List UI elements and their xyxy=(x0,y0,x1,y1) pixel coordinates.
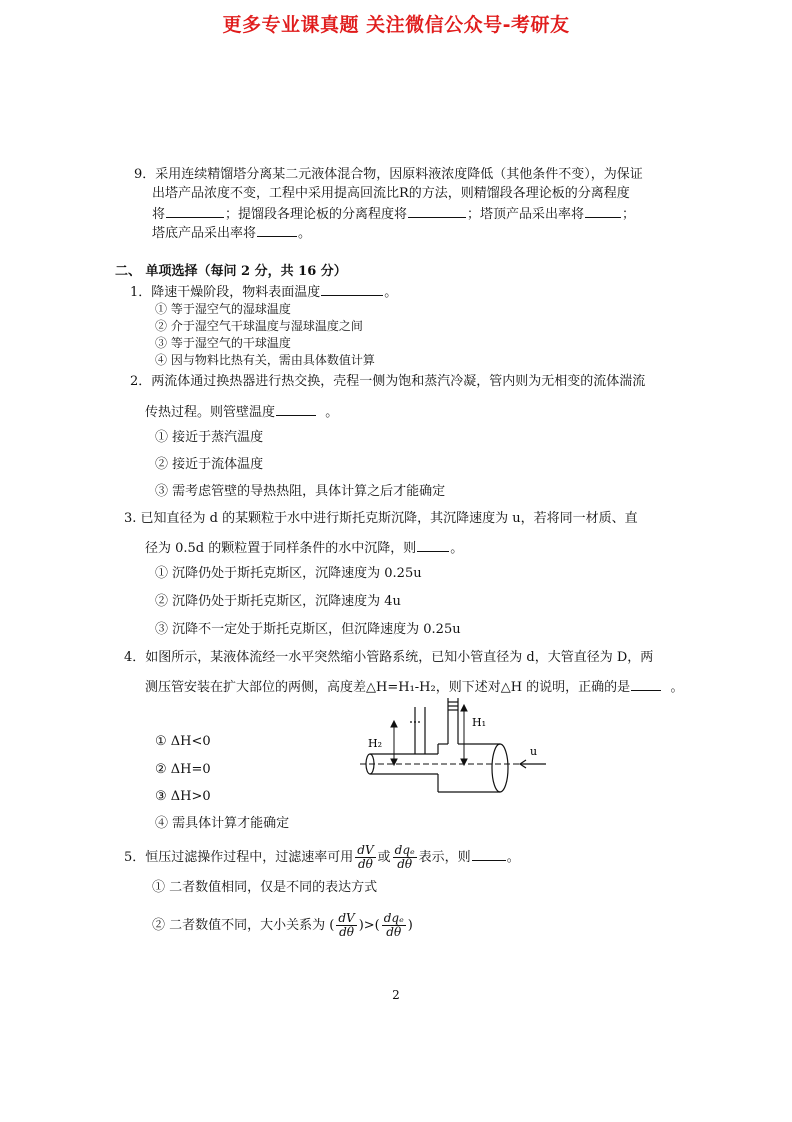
q5-opt2-frac-dv xyxy=(336,912,356,939)
q2-option-1: ① 接近于蒸汽温度 xyxy=(155,430,264,445)
q2-stem-line1: 2．两流体通过换热器进行热交换，壳程一侧为饱和蒸汽冷凝，管内则为无相变的流体湍流 xyxy=(130,374,646,389)
q9-line4-text-b: 。 xyxy=(298,226,312,241)
q1-stem-end: 。 xyxy=(384,285,398,300)
q1-option-1: ① 等于湿空气的湿球温度 xyxy=(155,302,291,316)
q3-stem-end: 。 xyxy=(450,541,464,556)
q5-stem-end: 。 xyxy=(506,850,520,865)
q1-stem-text: 1．降速干燥阶段，物料表面温度 xyxy=(130,285,321,300)
page-number: 2 xyxy=(392,988,400,1002)
q1-option-3: ③ 等于湿空气的干球温度 xyxy=(155,336,291,350)
q2-stem-line2 xyxy=(145,403,338,421)
q1-stem xyxy=(130,283,397,301)
q5-option-2-text: ② 二者数值不同，大小关系为 ( xyxy=(152,918,335,933)
q9-blank-4 xyxy=(257,224,297,237)
h1-dimension xyxy=(461,705,467,765)
q2-option-3: ③ 需考虑管壁的导热热阻，具体计算之后才能确定 xyxy=(155,484,446,499)
q3-option-3: ③ 沉降不一定处于斯托克斯区，但沉降速度为 0.25u xyxy=(155,622,461,637)
q3-stem-line1: 3. 已知直径为 d 的某颗粒于水中进行斯托克斯沉降，其沉降速度为 u，若将同一材质、直 xyxy=(124,511,638,526)
large-pipe xyxy=(438,744,508,792)
q5-stem-or: 或 xyxy=(377,850,391,865)
q9-line3-text-a: 将 xyxy=(152,207,166,222)
flow-u-label: u xyxy=(530,745,538,758)
q3-blank xyxy=(417,539,449,552)
q5-frac-dv xyxy=(355,844,375,871)
q5-option-2-end: ) xyxy=(407,918,413,933)
q4-stem-text: 测压管安装在扩大部位的两侧，高度差△H=H₁-H₂，则下述对△H 的说明，正确的是 xyxy=(145,680,631,695)
q9-line3-text-b: ；提馏段各理论板的分离程度将 xyxy=(225,207,408,222)
section2-title: 二、 单项选择（每问 2 分，共 16 分） xyxy=(115,264,347,279)
q9-line3 xyxy=(152,205,635,223)
q9-line4 xyxy=(152,224,311,242)
q3-option-1: ① 沉降仍处于斯托克斯区，沉降速度为 0.25u xyxy=(155,566,422,581)
q1-option-4: ④ 因与物料比热有关，需由具体数值计算 xyxy=(155,353,375,367)
q3-option-2: ② 沉降仍处于斯托克斯区，沉降速度为 4u xyxy=(155,594,401,609)
promo-banner: 更多专业课真题 关注微信公众号-考研友 xyxy=(222,14,570,36)
q4-pipe-figure xyxy=(360,692,560,804)
q4-option-1: ① ΔH<0 xyxy=(155,734,211,749)
q4-blank xyxy=(631,678,661,691)
q5-option-2-gt: )>( xyxy=(358,918,380,933)
q5-opt2-frac-dv-den: dθ xyxy=(339,925,354,939)
q5-stem-text: 5．恒压过滤操作过程中，过滤速率可用 xyxy=(124,850,354,865)
q5-option-2 xyxy=(152,911,413,941)
q2-stem-text: 传热过程。则管壁温度 xyxy=(145,405,276,420)
q5-frac-dq-num: dqₑ xyxy=(394,843,415,857)
q4-option-2: ② ΔH=0 xyxy=(155,762,211,777)
q9-blank-1 xyxy=(166,205,224,218)
q9-line2: 出塔产品浓度不变，工程中采用提高回流比R的方法，则精馏段各理论板的分离程度 xyxy=(152,186,630,201)
q9-blank-2 xyxy=(408,205,466,218)
q5-opt2-frac-dq-den: dθ xyxy=(386,925,402,939)
q5-option-1: ① 二者数值相同，仅是不同的表达方式 xyxy=(152,880,378,895)
q1-blank xyxy=(321,283,383,296)
q1-option-2: ② 介于湿空气干球温度与湿球温度之间 xyxy=(155,319,363,333)
q4-option-4: ④ 需具体计算才能确定 xyxy=(155,816,290,831)
q9-line4-text-a: 塔底产品采出率将 xyxy=(152,226,257,241)
q5-opt2-frac-dq xyxy=(382,912,406,939)
piezometer-h1 xyxy=(438,698,470,744)
q5-frac-dq xyxy=(393,844,417,871)
q5-frac-dq-den: dθ xyxy=(397,857,413,871)
q4-stem-line1: 4．如图所示，某液体流经一水平突然缩小管路系统，已知小管直径为 d，大管直径为 D，两 xyxy=(124,650,654,665)
q5-opt2-frac-dv-num: dV xyxy=(338,911,355,925)
piezometer-h2 xyxy=(410,707,425,754)
q9-blank-3 xyxy=(585,205,621,218)
h1-label: H₁ xyxy=(472,716,487,729)
q4-option-3: ③ ΔH>0 xyxy=(155,789,211,804)
flow-arrow xyxy=(520,760,546,768)
q5-opt2-frac-dq-num: dqₑ xyxy=(383,911,404,925)
q3-stem-text: 径为 0.5d 的颗粒置于同样条件的水中沉降，则 xyxy=(145,541,417,556)
h2-dimension xyxy=(391,721,397,765)
q3-stem-line2 xyxy=(145,539,463,557)
q5-stem xyxy=(124,843,520,873)
q5-stem-tail: 表示，则 xyxy=(418,850,471,865)
q2-stem-end: 。 xyxy=(325,405,339,420)
h2-label: H₂ xyxy=(368,737,383,750)
q5-frac-dv-den: dθ xyxy=(358,857,373,871)
q5-frac-dv-num: dV xyxy=(357,843,374,857)
q2-option-2: ② 接近于流体温度 xyxy=(155,457,264,472)
q9-line3-text-d: ； xyxy=(622,207,636,222)
q5-blank xyxy=(472,848,506,861)
q9-line3-text-c: ；塔顶产品采出率将 xyxy=(467,207,585,222)
q9-line1: 9．采用连续精馏塔分离某二元液体混合物，因原料液浓度降低（其他条件不变），为保证 xyxy=(134,167,643,182)
q2-blank xyxy=(276,403,316,416)
q4-stem-end: 。 xyxy=(670,680,684,695)
